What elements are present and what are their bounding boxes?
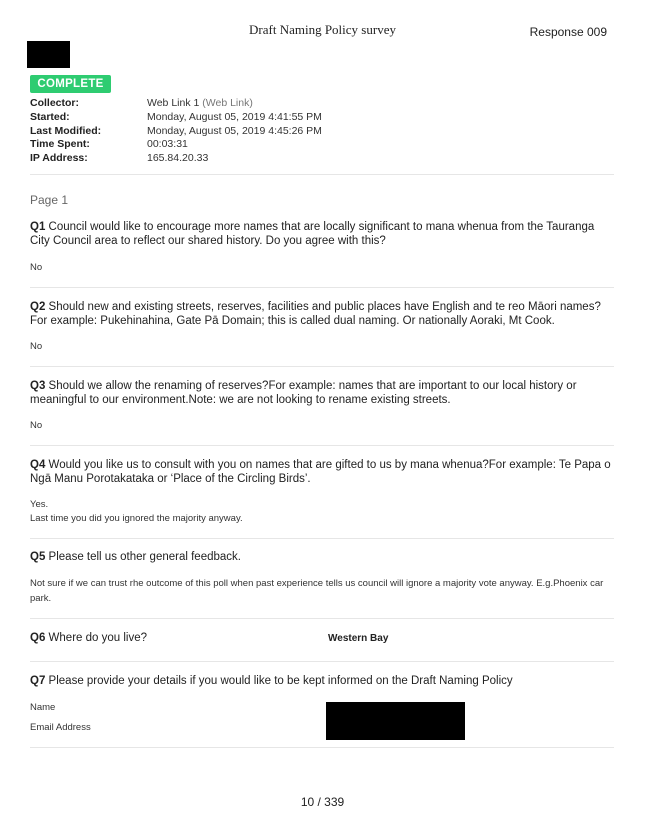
redacted-logo bbox=[27, 41, 70, 68]
status-badge: COMPLETE bbox=[30, 75, 111, 93]
answer-q1: No bbox=[30, 262, 43, 273]
page-label: Page 1 bbox=[30, 193, 69, 207]
meta-value: Web Link 1 bbox=[147, 97, 200, 109]
divider bbox=[30, 287, 614, 288]
answer-q3: No bbox=[30, 420, 43, 431]
meta-time-spent bbox=[30, 138, 322, 152]
question-text: Please tell us other general feedback. bbox=[48, 551, 241, 563]
divider bbox=[30, 366, 614, 367]
meta-value: Monday, August 05, 2019 4:41:55 PM bbox=[147, 110, 322, 123]
question-number: Q2 bbox=[30, 301, 46, 313]
question-q4 bbox=[30, 459, 614, 486]
meta-sub-value: (Web Link) bbox=[202, 97, 253, 109]
meta-label: Collector: bbox=[30, 97, 80, 109]
field-label-email: Email Address bbox=[30, 722, 91, 733]
answer-q6: Western Bay bbox=[328, 633, 389, 644]
meta-value: 00:03:31 bbox=[147, 138, 188, 151]
meta-value: 165.84.20.33 bbox=[147, 152, 209, 165]
question-number: Q3 bbox=[30, 380, 46, 392]
question-text: Where do you live? bbox=[48, 632, 147, 644]
question-number: Q4 bbox=[30, 459, 46, 471]
divider bbox=[30, 174, 614, 175]
question-text: Would you like us to consult with you on names that are gifted to us by mana whenua?For example: Te Papa o Ngā Manu Porotakataka or ‘Place of the Circling Birds’. bbox=[30, 459, 611, 485]
meta-value: Monday, August 05, 2019 4:45:26 PM bbox=[147, 124, 322, 137]
survey-title: Draft Naming Policy survey bbox=[249, 22, 396, 37]
question-q2 bbox=[30, 301, 614, 328]
meta-ip-address bbox=[30, 152, 322, 166]
question-q1 bbox=[30, 221, 614, 248]
response-id: Response 009 bbox=[529, 25, 607, 39]
question-number: Q1 bbox=[30, 221, 46, 233]
question-number: Q7 bbox=[30, 675, 46, 687]
question-text: Should new and existing streets, reserves, facilities and public places have English and te reo Māori names?For example: Pukehinahina, Gate Pā Domain; this is called dual naming. Or nationally Aoraki, Mt Cook. bbox=[30, 301, 601, 327]
question-number: Q5 bbox=[30, 551, 46, 563]
question-text: Please provide your details if you would like to be kept informed on the Draft Naming Policy bbox=[48, 675, 513, 687]
question-text: Should we allow the renaming of reserves?For example: names that are important to our local history or meaningful to our environment.Note: we are not looking to rename existing streets. bbox=[30, 380, 577, 406]
question-q5 bbox=[30, 551, 614, 565]
answer-q2: No bbox=[30, 341, 43, 352]
divider bbox=[30, 618, 614, 619]
divider bbox=[30, 661, 614, 662]
divider bbox=[30, 445, 614, 446]
divider bbox=[30, 538, 614, 539]
question-number: Q6 bbox=[30, 632, 46, 644]
meta-started bbox=[30, 111, 322, 125]
question-q3 bbox=[30, 380, 614, 407]
meta-label: IP Address: bbox=[30, 152, 88, 165]
meta-label: Last Modified: bbox=[30, 124, 102, 137]
meta-label: Time Spent: bbox=[30, 138, 90, 151]
divider bbox=[30, 747, 614, 748]
answer-q5: Not sure if we can trust rhe outcome of this poll when past experience tells us council will ignore a majority vote anyway. E.g.Phoenix car park. bbox=[30, 578, 604, 604]
meta-collector bbox=[30, 97, 322, 111]
response-metadata bbox=[30, 97, 322, 166]
answer-q4-comment: Last time you did you ignored the majority anyway. bbox=[30, 513, 243, 524]
question-q7 bbox=[30, 675, 614, 689]
meta-label: Started: bbox=[30, 110, 70, 123]
redacted-contact-details bbox=[326, 702, 465, 740]
page-counter: 10 / 339 bbox=[300, 795, 345, 809]
field-label-name: Name bbox=[30, 702, 56, 713]
question-q6 bbox=[30, 632, 310, 646]
meta-last-modified bbox=[30, 125, 322, 139]
answer-q4: Yes. bbox=[30, 499, 49, 510]
question-text: Council would like to encourage more names that are locally significant to mana whenua from the Tauranga City Council area to reflect our shared history. Do you agree with this? bbox=[30, 221, 595, 247]
